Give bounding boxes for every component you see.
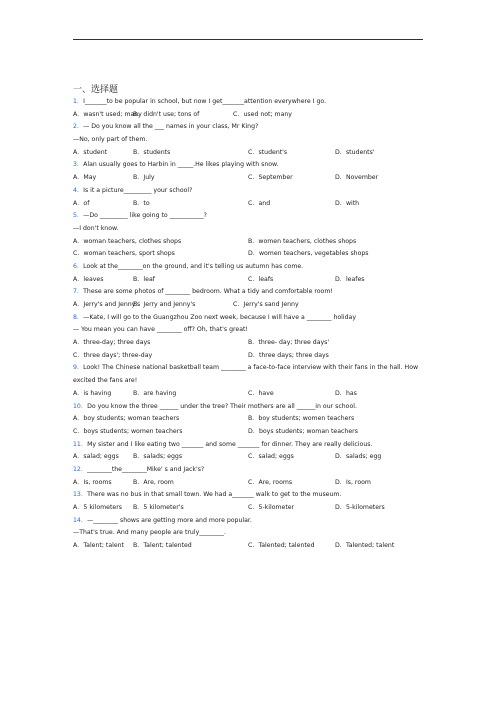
option-row <box>73 337 429 350</box>
answer-option: C．three days'; three-day <box>73 351 153 359</box>
question-number: 7． <box>73 288 84 296</box>
question-text: Do you know the three ______ under the tree? Their mothers are all ______in our school. <box>87 402 357 410</box>
question-text: Is it a picture_________ your school? <box>83 186 193 194</box>
section-title: 一、选择题 <box>73 85 119 95</box>
question-stem <box>73 121 429 134</box>
question-text: —Kate, I will go to the Guangzhou Zoo next week, because I will have a ________ holiday <box>83 313 356 321</box>
answer-option: D．November <box>335 174 379 182</box>
question-number: 3． <box>73 161 84 169</box>
answer-option: A．Jerry's and Jenny's <box>73 301 141 308</box>
answer-option: C．Talented; talented <box>248 542 315 550</box>
option-row <box>73 426 429 439</box>
answer-option: C．woman teachers, sport shops <box>73 250 175 258</box>
option-row <box>73 299 429 312</box>
answer-option: D．has <box>335 389 357 397</box>
answer-option: B．boy students; women teachers <box>248 415 355 423</box>
question-number: 10． <box>73 402 88 410</box>
answer-option: B．Talent; talented <box>133 542 192 550</box>
option-row <box>73 147 429 160</box>
answer-option: A．May <box>73 174 97 182</box>
question-stem <box>73 261 429 274</box>
question-stem <box>73 515 429 528</box>
option-row <box>73 502 429 515</box>
answer-option: D．leafes <box>335 275 365 283</box>
answer-option: B．three- day; three days' <box>248 339 330 347</box>
question-dialogue-line: — You mean you can have ________ off? Oh, that's great! <box>73 326 248 334</box>
question-text: Look! The Chinese national basketball team ________ a face-to-face interview with their fans in the hall. How excited the fans are! <box>73 364 419 385</box>
question-text: I_______to be popular in school, but now I get_______attention everywhere I go. <box>83 98 327 105</box>
answer-option: D．with <box>335 199 360 207</box>
question-stem <box>73 439 429 452</box>
question-stem <box>73 159 429 172</box>
answer-option: B．salads; eggs <box>133 453 183 461</box>
answer-option: B．didn't use; tons of <box>133 110 200 118</box>
option-row <box>73 350 429 363</box>
question-stem <box>73 210 429 223</box>
question-number: 4． <box>73 186 84 194</box>
answer-option: C．and <box>248 199 271 207</box>
answer-option: C．salad; eggs <box>248 453 294 461</box>
question-number: 12． <box>73 466 88 474</box>
question-stem <box>73 185 429 198</box>
question-dialogue-line: —That's true. And many people are truly________. <box>73 529 226 537</box>
answer-option: C．leafs <box>248 275 274 283</box>
answer-option: A．Talent; talent <box>73 542 124 550</box>
question-text: —________ shows are getting more and more popular. <box>87 516 252 524</box>
option-row <box>73 109 429 122</box>
question-number: 6． <box>73 262 84 270</box>
option-row <box>73 172 429 185</box>
answer-option: A．boy students; woman teachers <box>73 415 180 423</box>
answer-option: A．leaves <box>73 275 104 283</box>
question-stem <box>73 401 429 414</box>
answer-option: B．students <box>133 148 171 156</box>
answer-option: D．women teachers, vegetables shops <box>248 250 369 258</box>
question-text: Look at the________on the ground, and it's telling us autumn has come. <box>83 262 304 270</box>
option-row <box>73 236 429 249</box>
question-number: 9． <box>73 364 84 372</box>
answer-option: D．5-kilometers <box>335 504 385 512</box>
header-rule <box>73 39 423 40</box>
question-number: 2． <box>73 123 84 131</box>
option-row <box>73 248 429 261</box>
question-text: Alan usually goes to Harbin in _____.He likes playing with snow. <box>83 161 279 169</box>
answer-option: B．women teachers, clothes shops <box>248 237 357 245</box>
question-list <box>73 96 429 553</box>
answer-option: A．woman teachers, clothes shops <box>73 237 182 245</box>
answer-option: B．to <box>133 199 150 207</box>
question-text: These are some photos of ________ bedroom. What a tidy and comfortable room! <box>83 288 333 296</box>
question-text: My sister and I like eating two _______ and some _______ for dinner. They are really delicious. <box>87 440 373 448</box>
answer-option: B．are having <box>133 389 177 397</box>
answer-option: A．student <box>73 148 108 156</box>
answer-option: C．student's <box>248 148 288 156</box>
answer-option: D．three days; three days <box>248 351 329 359</box>
question-number: 14． <box>73 516 88 524</box>
answer-option: C．Are, rooms <box>248 478 293 486</box>
answer-option: D．Is, room <box>335 478 371 486</box>
answer-option: C．Jerry's sand Jenny <box>233 301 299 308</box>
question-text: There was no bus in that small town. We had a_______ walk to get to the museum. <box>87 491 342 499</box>
option-row <box>73 198 429 211</box>
answer-option: A．is having <box>73 389 112 397</box>
answer-option: D．Talented; talent <box>335 542 395 550</box>
question-text: —Do _________ like going to ___________? <box>83 212 207 220</box>
answer-option: B．July <box>133 174 155 182</box>
option-row <box>73 413 429 426</box>
question-number: 5． <box>73 212 84 220</box>
question-number: 13． <box>73 491 88 499</box>
question-dialogue-line: —I don't know. <box>73 224 119 232</box>
option-row <box>73 451 429 464</box>
answer-option: C．boys students; women teachers <box>73 427 183 435</box>
answer-option: C．5-kilometer <box>248 504 295 512</box>
question-stem <box>73 489 429 502</box>
answer-option: D．boys students; woman teachers <box>248 427 358 435</box>
question-stem <box>73 286 429 299</box>
answer-option: A．of <box>73 199 90 207</box>
answer-option: B．Jerry and Jenny's <box>133 301 196 308</box>
answer-option: C．September <box>248 174 293 182</box>
answer-option: A．Is, rooms <box>73 478 112 486</box>
question-number: 1． <box>73 98 84 105</box>
answer-option: A．salad; eggs <box>73 453 119 461</box>
option-row <box>73 477 429 490</box>
answer-option: B．Are, room <box>133 478 174 486</box>
answer-option: D．students' <box>335 148 375 156</box>
question-number: 11． <box>73 440 88 448</box>
question-stem <box>73 312 429 325</box>
answer-option: C．used not; many <box>233 110 292 118</box>
question-stem <box>73 96 429 109</box>
answer-option: A．5 kilometers <box>73 504 122 512</box>
option-row <box>73 388 429 401</box>
answer-option: B．5 kilometer's <box>133 504 184 512</box>
question-dialogue-line: —No, only part of them. <box>73 136 148 144</box>
option-row <box>73 540 429 553</box>
option-row <box>73 274 429 287</box>
answer-option: D．salads; egg <box>335 453 382 461</box>
question-number: 8． <box>73 313 84 321</box>
answer-option: A．three-day; three days <box>73 339 151 347</box>
question-text: — Do you know all the ___ names in your class, Mr King? <box>83 123 259 131</box>
question-stem <box>73 464 429 477</box>
answer-option: C．have <box>248 389 274 397</box>
answer-option: B．leaf <box>133 275 155 283</box>
question-stem <box>73 362 429 387</box>
answer-option: A．wasn't used; many <box>73 110 142 118</box>
question-text: ________the________Mike' s and Jack's? <box>87 466 205 474</box>
